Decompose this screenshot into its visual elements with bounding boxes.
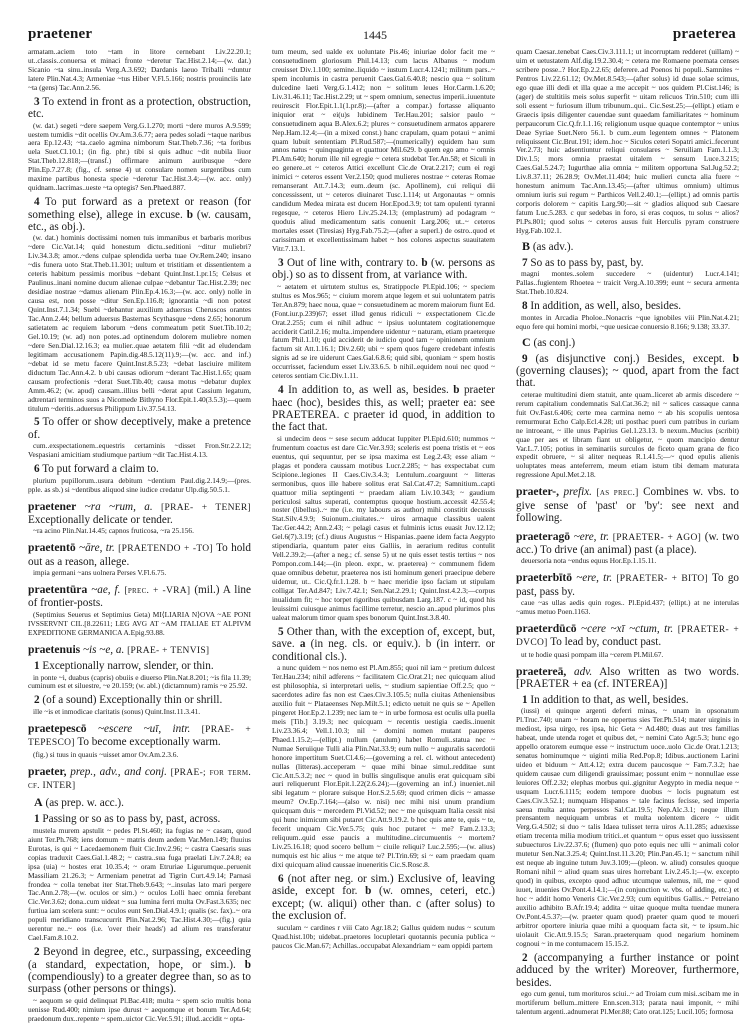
- sense-number: 4: [34, 196, 40, 209]
- citation-block: (w. dat.) segeti ~dere saepem Verg.G.1.270; morti ~dere muros A.9.599; uestem tumidis ~dit ocellis Ov.Am.3.6.77; aera pedes soladi ~taque naribus aera Ep.12.43; ~ta..caelo agmina nimborum Stat.Theb.7.36; ~ta foribus uela Suet.Cl.10.1; (in fig. phr.) tibi si quis adhuc ~dit nubila liuor Stat.Theb.12.818;—(transf.) offirmare animum auribusque ~dere Plin.Ep.7.27.8; (fig., cf. sense 4) ut consulare nomen surgentibus cum maxime partibus honesta specie ~deretur Tac.Hist.3.4;—(w. acc. only) quidnam..lacrimas..ueste ~ta optegis? Sen.Phaed.887.: [28, 120, 251, 193]
- subsense-text: (governing clauses); ~ quod, apart from the fact that.: [516, 365, 739, 390]
- citation-block: (Septimius Seuerus et Septimius Geta) MI⟨LIARIA N⟩OVA ~AE PONI IVSSERVNT CIL.[8.22611; LEG AVG AT ~AM ITALIAE ET ALPIVM EXPEDITIONE GERMANICA A.Epig.93.88.: [28, 609, 251, 637]
- sense-text: (not after neg. or sim.) Exclusive of, leaving aside, except for.: [272, 873, 496, 898]
- dictionary-entry-head: [28, 723, 251, 750]
- column-middle: [272, 48, 495, 948]
- sense-definition: [516, 952, 739, 989]
- citation-block: ceterae multitudini diem statuit, ante quam..liceret ab armis discedere ~ rerum capitalium condemnatis Sal.Cat.36.2; nil ~ salices cassaque canna fuit Ov.Fast.6.406; certe mea carmina nemo ~ ab his scopulis uentosa remurmurat Echo Calp.Ecl.4.28; uti posthac pueri cum patribus in curiam ne introeant, ~ ille unus Papirius Gel.1.23.13. b nexum..Mucius (scribit) quae per aes et libram fiant ut obligetur, ~ quom mancipio dentur Var.L.7.105; potius in seminariis surculos de ficeto quam grana de fico expedit obruere, ~ si aliter nequeas R.1.41.5;—~ quod epulis alienis uoluptates meas anteferrem, meum etiam istum tibi demam maturata regressione Apul.Met.2.18.: [516, 389, 739, 480]
- citation-block: ego cum genui, tum morituros sciui..~ ad Troiam cum misi..scibam me in mortiferum bellum..mittere Enn.scen.313; parata naui imponit, ~ mihi talentum argenti..adnumerat Pl.Mer.88; Cato orat.125; Lucil.105; formosa: [516, 988, 739, 1016]
- sense-number: 1: [34, 813, 40, 826]
- entry-definition: To go past, pass by.: [516, 572, 740, 598]
- section-label: (as conj.): [533, 336, 576, 349]
- subsense-letter: b: [365, 885, 372, 898]
- sense-text: (accompanying a further instance or point adduced by the writer) Moreover, furthermore, besides.: [516, 951, 739, 989]
- dictionary-entry-head: [516, 531, 739, 557]
- citation-block: quam Caesar..tenebat Caes.Civ.3.111.1; ut incorruptam redderet (uillam) ~ uim et uetustatem Alf.dig.19.2.30.4; ~ cetera me Romaene poemata censes scribere posse..? Hor.Ep.2.2.65; deferere..ad Poenos hi populi..Samnites ~ Pentros Liv.22.61.12; Ov.Met.8.543;—(after solus) id duae solae scimus, ego quae illi dedi et illa quae a me accepit ~ uos quidem Pl.Cist.146; is (ager) de stultitiis meis solus superfit ~ uitam relicuos Trin.510; cum illi soli essent ~ furiosum illum tribunum..qui.. Cic.Sest.25;—(ellipt.) etiam e Graecis ipsis diligenter cauendae sunt quaedam familiaritates ~ hominum perpaucorum Cic.Q.fr.1.1.16; religionum usque quaque contemptor ~ unius Deae Syriae Suet.Nero 56.1. b cum..eum legentem omnes ~ Platonem reliquissent Cic.Brut.191; idem..hoc ~ Siculos ceteri Sopatri amici..fecerunt Ver.2.73; huic adsentiuntur reliqui consulares ~ Seruiliam Fam.1.1.3; Div.1.5; mors omnia praestat uitalem ~ sensum Luce.3.215; Caes.Gal.5.24.7; Iugurthae alia omnia ~ militem opportuna Sal.Jug.52.2; Liv.8.37.11; 26.28.9; Ov.Met.11.404; huic mulieri cuncta alia fuere ~ honestum animum Tac.Ann.13.45;—(after ultimus omnium) ultimus omnium iuris sui regum ~ Parthicos Vell.2.40.1;—(ellipt.) ad omnis partis corporis dolorem ~ capitis Larg.90;—sit ~ gladios aliquod sub Caesare fatum Luc.5.283. c qur sedebas in foro, si eras coquos, tu solus ~ alios? Pl.Ps.801; quod solus ~ ceteros ausus fuit Herculis pyram construere Hyg.Fab.102.1.: [516, 47, 739, 236]
- citation-block: caue ~as ullas aedis quin roges.. Pl.Epid.437; (ellipt.) at ne interulas ~amus metuo Poen.1163.: [516, 598, 739, 617]
- citation-block: (w. dat.) hominis doctissimi nomen tuis immanibus et barbaris moribus ~dere Cic.Vat.14; quid honestum dictu..seditioni ~ditur muliebri? Liv.34.3.8; amor..~dens culpae splendida uerba tuae Ov.Rem.240; insano ~dis funera uoto Stat.Theb.11.301; uultum et tristitiam et dissentientem a ceteris habitum pessimis moribus ~debant Quint.Inst.1.pr.15; Celsus et Paulinus..inani nomine ducum alienae culpae ~debantur Tac.Hist.2.39; nec desidiae nostrae ~damus alienam Plin.Ep.4.16.3;—(w. acc. only) nolle in causa est, non posse ~ditur Sen.Ep.116.8; ignorantia ~di non potest Quint.Inst.7.1.34; Suebi ~debantur auxilium aduersus Cheruscos orantes Tac.Ann.2.44; bellum aduersus Basternas Scythasque ~dens 2.65; honorum satietatem ac requiem laborum ~dens commeatum petit Suet.Tib.10.2; Gel.10.19; (w. ad) non potes..ad optinendum dolorem muliebre nomen ~dere Sen.Dial.12.16.3; ea mulier..quae aetatem filii ~dit ad eludendam legitimam accusationem Papin.dig.48.5.12(11).9;—(w. acc. and inf.) ~debat id se metu facere Quint.Inst.8.5.23; ~debat lasciuire militem diductum Tac.Ann.4.2. b ubi causas odiorum ~derant Tac.Hist.1.65; quam causam profectionis ~derat Suet.Tib.40; causa motus ~debatur duplex Amm.46.2; (w. apud) causam..illius belli ~derat aput Cassium legatum, adtrentari terminos suos a Nicomede Bithyno Flor.Epit.1.40(3.5.3);—quem titulum ~deritis..aduersus Philippum Liv.37.54.13.: [28, 233, 251, 413]
- page-number: 1445: [363, 28, 387, 42]
- sense-definition: [28, 96, 251, 121]
- citation-block: ~ra acino Plin.Nat.14.45; capnos fruticosa, ~ra 25.156.: [33, 526, 194, 536]
- subsense-text: (in neg. cls. or equiv.). b (in interr. or conditional cls.).: [272, 638, 496, 663]
- sense-text: Out of line with, contrary to.: [286, 256, 419, 269]
- dictionary-entry-head: [516, 486, 739, 524]
- entry-lemma: praetereā,: [516, 664, 567, 678]
- citation-block: suculam ~ cardines r viii Cato Agr.18.2; Gallus quidem nudus ~ scutum Quad.hist.10b; uidebat..praetores locupletari quotannis pecunia publica ~ paucos Cic.Man.67; Achillas..occupabat Alexandriam ~ eam oppidi partem: [272, 922, 495, 950]
- entry-etymology: [prec. + -VRA]: [124, 586, 191, 597]
- sense-text: In addition to that, as well, besides.: [530, 693, 689, 706]
- citation-block: mustela murem apstulit ~ pedes Pl.St.460; ita fugias ne ~ casam, quod aiunt Ter.Ph.768; iens domum ~ matris deum aedem Var.Men.149; fluuius Eurotas, is qui ~ Lacedaemonem fluit Cic.Inv.2.96; ~ castra Caesaris suas copias traduxit Caes.Gal.1.48.2; ~ castra..sua fuga praelati Liv.7.24.8; ea ipsa (uia) ~ hostes erat 10.35.4; ~ oram Etruriae Ligurumque..peruenit Massiliam 21.26.3; ~ Armeniam penetrat ad Tigrin Curt.4.9.14; Parnasi frondea ~ colla tenebat iter Stat.Theb.9.643; ~..insulas lato mari pergere Tac.Ann.2.78;—(w. oculos or sim.) ~ oculos Lolli haec omnia ferebant Cic.Ver.3.62; dona..cum uideat ~ sua lumina ferri multa Ov.Fast.3.635; nec furtiua iam scelera sunt: ~ oculos eunt Sen.Dial.4.9.1; qualis (sc. fax)..~ ora populi meridiano transcucurrit Plin.Nat.2.96; Tac.Hist.4.30;—(fig.) quia uerentur ne..~ eos (i.e. 'over their heads') ad alium res transferatur Cael.Fam.8.10.2.: [28, 825, 251, 943]
- sense-definition: [272, 873, 495, 923]
- sense-number: 4: [278, 384, 284, 397]
- entry-grammar: ~ra ~rum, a.: [84, 500, 153, 513]
- citation-block: montes in Arcadia Pholoe..Nonacris ~que ignobiles viii Plin.Nat.4.21; equo fere qui homini morbi, ~que uesicae conuersio 8.166; 9.138; 33.37.: [516, 312, 739, 331]
- dictionary-entry-head: [516, 572, 739, 598]
- sense-text: Passing or so as to pass by, past, across.: [42, 813, 221, 826]
- subsense-text: (w. omnes, ceteri, etc.) except; (w. aliqui) other than. c (after solus) to the exclusion of.: [272, 885, 495, 923]
- citation-block: cum..exspectationem..equestris certaminis ~disset Fron.Str.2.2.12; Vespasiani amicitiam studiumque partium ~dit Tac.Hist.4.13.: [28, 441, 251, 460]
- entry-etymology: [PRAETER- + DVCO]: [516, 625, 740, 649]
- sense-number: 5: [34, 416, 40, 429]
- sense-definition: [28, 416, 251, 441]
- section-letter: C: [522, 334, 531, 349]
- section-heading: [522, 240, 739, 254]
- entry-lemma: praeterbītō: [516, 571, 573, 585]
- entry-definition: (mil.) A line of frontier-posts.: [28, 584, 251, 610]
- sense-text: To offer or show deceptively, make a pretence of.: [28, 416, 251, 441]
- sense-text: In addition, as well, also, besides.: [530, 300, 682, 313]
- sense-number: 6: [34, 463, 40, 476]
- entry-grammar: ~āre, tr.: [79, 542, 115, 555]
- citation-block: tum meum, sed ualde ex uoluntate Pis.46; iniuriae dolor facit me ~ consuetudinem gloriosum Phil.14.13; cum lacus Albanus ~ modum creuisset Div.1.100; semine..liquido ~ iustum Lucr.4.1241; militum pars..~ spem incolumis in castra peruenit Caes.Gal.6.40.8; nescio qua ~ solitum dulcedine laeti Verg.G.1.412; non ~ solitum leues Hor.Carm.1.6.20; Liv.31.46.11; Tac.Hist.2.29; ut ~ spem omnium, senectus imperii..iuuentute reuirescit Flor.Epit.1.1(1.pr.8);—(after a compar.) fortasse aliquanto iniquior erat ~ ei(u)s lubidinem Ter.Hau.201; salsior paulo ~ consuetudinem aqua B.Alex.6.2; plures ~ consuetudinem armatos apparere Nep.Ham.12.4;—(in a mixed const.) hanc crapulam, quam potaui ~ animi quam lubuit sententiam Pl.Rud.587;—(numerically) equidem hau sum annos natus ~ quinquaginta et quattuor Mil.629. b quem ego amo ~ omnis Pl.Am.640; horum ille nil egregie ~ cetera studebat Ter.An.58; et Siculi in eo genere..et ~ ceteros Attici excellunt Cic.de Orat.2.217; cum ei regi inimici ~ ceteros essent Ver.2.150; quod mulieres nostrae ~ ceteras Romae remanserant Att.7.14.3; eum..deum (sc. Apollinem), cui reliqui dii concessissent, ut ~ ceteros diuinaret Tusc.1.114; ut Argonautas ~ omnis candidum Medea mirata est ducem Hor.Epod.3.9; tot tam opulenti tyranni regesque, ~ ceteros Hiero Liv.25.24.13; (emplastrum) ad podagram ~ quoduis aliud medicamentum satis conuenit Larg.206; ut..~ ceteros mortales esset (Tiresias) Hyg.Fab.75.2;—(after a superl.) de ostro..quod et carissimam et excellentissimam habet ~ hos colores aspectus suauitatem Vitr.7.13.1.: [272, 47, 495, 253]
- sense-number: 2: [522, 951, 528, 964]
- sense-definition: [28, 694, 251, 706]
- sense-text: So as to pass by, past, by.: [530, 257, 644, 270]
- sense-definition: [272, 626, 495, 663]
- section-letter: A: [34, 795, 43, 810]
- dictionary-entry-head: [28, 584, 251, 610]
- sense-text: Other than, with the exception of, except, but, save.: [272, 625, 495, 651]
- section-letter: B: [522, 239, 531, 254]
- citation-block: armatam..aciem toto ~tam in litore cernebant Liv.22.20.1; ut..classis..conuersa et minaci fronte ~deretur Tac.Hist.2.14;—(w. dat.) Sicanio ~ta sinu..insula Verg.A.3.692; Dardanis laeuo Triballi ~duntur latere Plin.Nat.4.3; Armeniae ~tus Hiber V.Fl.5.166; nostris prouinciis late ~ta (gens) Tac.Ann.2.56.: [28, 47, 251, 92]
- section-label: (as adv.).: [532, 241, 574, 254]
- sense-number: 1: [34, 660, 40, 673]
- sense-definition: [28, 813, 251, 825]
- sense-text: To put forward a claim to.: [42, 463, 159, 476]
- sense-number: 7: [522, 257, 528, 270]
- citation-block: ille ~is et inmodicae claritatis (sonus) Quint.Inst.11.3.41.: [33, 706, 201, 716]
- sense-definition: [516, 300, 739, 312]
- citation-block: in ponte ~i, duabus (capris) obuiis e diuerso Plin.Nat.8.201; ~is fila 11.39; cuminum est et siluestre, ~e 20.159; (w. abl.) (dictamnum) ramis ~e 25.92.: [28, 672, 251, 691]
- dictionary-entry-head: [28, 501, 251, 527]
- sense-number: 1: [522, 693, 528, 706]
- citation-block: impia germani ~ans uolnera Perses V.Fl.6.75.: [33, 568, 167, 578]
- entry-grammar: ~ere, tr.: [576, 572, 613, 585]
- subsense-letter: b: [186, 208, 193, 221]
- entry-grammar: ~escere ~uī, intr.: [98, 722, 191, 735]
- entry-lemma: praeter-,: [516, 485, 560, 499]
- entry-lemma: praeterdūcō: [516, 622, 577, 636]
- entry-etymology: [PRAETER- + AGO]: [612, 532, 702, 543]
- sense-definition: [516, 353, 739, 390]
- entry-grammar: adv.: [574, 665, 593, 678]
- sense-number: 8: [522, 300, 528, 313]
- citation-block: a nunc quidem ~ nos nemo est Pl.Am.855; quoi nil iam ~ pretium dulcest Ter.Hau.234; nihil adferens ~ facilitatem Cic.Orat.21; nec quicquam aliud est philosophia, si interpretari uelis, ~ studium sapientiae Off.2.5; quo ~ sacerdotes adire fas non est Caes.Civ.3.105.5; nulla ciuitas Atheniensibus auxilio fuit ~ Plataeenses Nep.Milt.5.1; edicto uetuit ne quis se ~ Apellen pingeret Hor.Ep.2.1.239; nec iam te ~ in urbe formosa est oculis ulla puella meis [Tib.] 3.19.3; nec quicquam ~ recentis uestigia caedis..inuenit Liv.23.36.4; Vell.1.10.3; nil ~ domini nomen mutant pauperes Phaed.1.15.2;—(ellipt.) nullum (anulum) habet Romuli..statua nec ~ Numae Seruiique Tulli alia Plin.Nat.33.9; eum nullo ~ auguralis sacerdotii honore impertitum Suet.Cl.4.6;—(governing a rel. cl. without antecedent) nullas (litteras)..acceperam ~ quae mihi binae simul..redditae sunt Cic.Att.5.3.2; nec ~ quod in bullis singulisque anulis erat quicquam sibi auri reliquerunt Flor.Epit.1.22(2.6.24);—(governing an inf.) inueniet..nil sibi legatum ~ plorare suisque Hor.S.2.5.69; quod crimen dicis ~ amasse meum? Ov.Ep.7.164;—(also w. nisi) nec mihi nisi unum prandium quicquam duis ~ mercedem Pl.Vid.52; nec ~ me quisquam Italia cessit nisi qui hunc inimicum sibi putaret Cic.Att.9.19.2. b hoc quis ante te, quis ~ te, fecerit unquam Cic.Ver.5.75; quis hoc putaret ~ me? Fam.2.13.3; reliquum..quid esse paucis a multitudine..circumuentis ~ mortem? Liv.25.16.18; quod socero bellum ~ ciuile reliqui? Luc.2.595;—(w. alius) numquis est hic alius ~ me atque te? Pl.Trin.69; si ~ eam praedam quam dixi quicquam aliud caussae inueneritis Cic.S.Rosc.8.: [272, 663, 495, 870]
- entry-grammar: prefix.: [563, 486, 592, 499]
- entry-etymology: [PRAETER- + BITO]: [616, 574, 709, 585]
- citation-block: (fig.) si tuus in quauis ~uisset amor Ov.Am.2.3.6.: [33, 749, 179, 759]
- sense-definition: [28, 660, 251, 672]
- entry-etymology: [PRAE-; for term. cf. INTER]: [28, 767, 252, 791]
- sense-definition: [28, 463, 251, 475]
- subsense-text: (compendiously) to a greater degree than, so as to surpass (other persons or things).: [28, 970, 251, 996]
- sense-number: 2: [34, 694, 40, 707]
- subsense-letter: b: [244, 958, 252, 971]
- entry-grammar: ~ere, tr.: [573, 530, 610, 543]
- sense-number: 2: [34, 946, 40, 959]
- entry-lemma: praetener: [28, 499, 77, 513]
- subsense-text: (w. persons as obj.) so as to dissent from, at variance with.: [272, 256, 496, 282]
- sense-number: 9: [522, 352, 528, 365]
- section-heading: [34, 796, 251, 810]
- sense-number: 6: [278, 873, 284, 885]
- citation-block: plurium pupillorum..usura debitum ~dentium Paul.dig.2.14.9;—(pres. pple. as sb.) si ~dentibus aliquod sine iudice credatur Ulp.dig.50.5.1.: [28, 475, 251, 494]
- sense-definition: [516, 257, 739, 269]
- entry-grammar: ~ae, f.: [91, 584, 121, 597]
- entry-definition: To hold out as a reason, allege.: [28, 542, 252, 568]
- entry-etymology: [PRAE- + TENER]: [161, 502, 251, 513]
- citation-block: ~ aetatem et uirtutem stultus es, Stratippocle Pl.Epid.106; ~ speciem stultus es Mos.965; ~ ciuium morem atque legem et sui uoluntatem patris Ter.An.879; haec noua, quae ~ consuetudinem ac morem maiorum fiunt Ed.(Font.iur.p.239)67; esset illud genus ridiculi ~ exspectationem Cic.de Orat.2.255; cum ei nihil adhuc ~ ipsius uoluntatem cogitationemque acciderit Catil.2.16; multa..impendere uidentur ~ naturam, etiam praeterque fatum Phil.1.10; quid acciderit de iudicio quod tam ~ opinionem omnium factum sit Att.1.16.1; Div.2.60; ubi ~ spem quos fugere credebant infestis signis ad se ire uiderunt Caes.Gal.6.8.6; quid sibi, quoniam ~ spem hostis occurrisset, faciendum esset Liv.33.6.5. b nihil..equidem noui nec quod ~ ceteros sentiam Cic.Div.1.11.: [272, 281, 495, 381]
- dictionary-entry-head: [28, 766, 251, 793]
- column-right: [516, 47, 740, 1016]
- dictionary-entry-head: [28, 542, 251, 568]
- citation-block: magni montes..solem succedere ~ (uidentur) Lucr.4.141; Pallas..fugientem Rhoetea ~ traicit Verg.A.10.399; eunt ~ secura armenta Stat.Theb.10.824.: [516, 269, 739, 297]
- sense-text: Exceptionally narrow, slender, or thin.: [42, 660, 214, 673]
- entry-definition: Also written as two words. [PRAETER + ea (cf. INTEREA)]: [516, 665, 739, 691]
- sense-text: (as disjunctive conj.) Besides, except.: [535, 352, 725, 365]
- entry-grammar: ~is ~e, a.: [82, 643, 125, 656]
- sense-text: To extend in front as a protection, obstruction, etc.: [28, 95, 251, 121]
- entry-definition: To lead by, conduct past.: [550, 636, 662, 649]
- entry-lemma: praetepescō: [28, 721, 87, 735]
- citation-block: deuersoria nota ~endus equus Hor.Ep.1.15.11.: [521, 556, 657, 566]
- page-header: [14, 26, 736, 44]
- entry-grammar: prep., adv., and conj.: [70, 765, 167, 778]
- entry-lemma: praeteragō: [516, 529, 571, 543]
- subsense-text: praeter haec (hoc), besides this, as well; praeter ea: see PRAETEREA. c praeter id quod, in addition to the fact that.: [272, 384, 495, 434]
- entry-lemma: praetentūra: [28, 583, 88, 597]
- citation-block: ut te hodie quasi pompam illa ~cerem Pl.Mil.67.: [521, 649, 664, 659]
- sense-number: 5: [278, 625, 284, 638]
- guide-word-right: praeterea: [672, 26, 736, 42]
- entry-definition: Combines w. vbs. to give sense of 'past' or 'by': see next and following.: [516, 486, 739, 525]
- sense-text: (of a sound) Exceptionally thin or shrill.: [42, 694, 223, 707]
- subsense-letter: b: [421, 256, 428, 269]
- sense-definition: [516, 694, 739, 706]
- entry-lemma: praeter,: [28, 764, 67, 778]
- section-label: (as prep. w. acc.).: [45, 797, 124, 810]
- entry-definition: (w. two acc.) To drive (an animal) past (a place).: [516, 530, 740, 556]
- sense-number: 3: [34, 95, 40, 108]
- citation-block: (iussi) ei quinque argenti deferri minas, ~ unam in opsonatum Pl.Truc.740; unam ~ horam ne oppertus sies Ter.Ph.514; mater uirginis in mediost, ipsa uirgo, res ipsa, hic Geta ~ Ad.480; duas aut tres familias habeat, unde utenda roget et quibus det, ~ nemini Cato Agr.5.3; hunc ego appello oratorem eumque esse ~ instructum uoce..uolo Cic.de Orat.1.213; senatus hominumque ~ uiginti milia Red.Pop.8; Idibus..auctionem Larini uideo et biduum ~ Att.4.12; extra ducem paucosque ~ Fam.7.3.2; hae quidem causae cum diligendi grauissimae; possunt enim ~ nonnullae esse leuiores Off.2.32; elephas morbus qui..gignitur Aegypto in media neque ~ usquam Lucr.6.1115; eodem tempore duobus ~ locis pugnatum est Caes.Civ.3.52.1; numquam Hispanos ~ tale facinus fecisse, sed imperia saeua multa antea perpessos Sal.Cat.19.5; Nep.Alc.3.1; neque illum prensantem nequiquam umbras et multa uolentem dicere ~ uidit Verg.G.4.502; si duo ~ talis Idaea tulisset terra uiros A.11.285; aduexisse etiam trecenta milia modium tritici..et quantum ~ opus esset quo iussissent subuecturos Liv.22.37.6; (flumen) quo poto equis nec ulli ~ animali color mutetur Sen.Nat.3.25.4; Quint.Inst.11.3.20; Plin.Pan.45.1; ~ sanctum nihil est neque ab inguine tutum Juv.3.109;—(pleon. w. aliud) consules quoque Romani nihil ~ aliud quam suas uires horrebant Liv.2.45.1;—(w. excepto quod) in quibus, excepto quod adhuc utcumque ualemus, nil, me ~ quod iuuet, inuenies Ov.Pont.4.14.1;—(in conjunction w. vbs. of adding, etc.) et hoc ~ addit homo Veneris Cic.Ver.2.93; cum equitibus Gallis..~ Petreiano auxilio adhibito B.Afr.19.4; addita ~ uitae quoque multa tuendae munera Ov.Pont.4.5.37;—(w. praeter quam quod) praeter quam quod te moueri arbitror oportere iniuria quae mihi a quoquam facta sit, ~ te ipsum..hic uiolauit Cic.Att.9.15.5; Saran..praeterquam quod negarium hominem cognoui ~ in me contumacem 15.15.2.: [516, 706, 739, 948]
- entry-lemma: praetentō: [28, 541, 76, 555]
- sense-definition: [28, 196, 251, 233]
- citation-block: si undecim deos ~ sese secum adducat Iuppiter Pl.Epid.610; nummos ~ frumentum coactus est dare Cic.Ver.3.93; sceleris est poena tristis et ~ eos euentus, qui sequuntur, per se ipsa maxima est Leg.2.43; esse aliam ~ plagas et pondera caussam motibus Lucr.2.285; ~ has exspectabat cum Scipione..legiones II Caes.Civ.3.4.3; Lentulum..coarguunt ~ litteras sermonibus, quos ille habere solitus erat Sal.Cat.47.2; Samnitium..capti quattuor milia septingenti ~ praedam aliam Liv.10.343; ~ gaudium periculosi saltus superati, contemptus quoque hostium..accessit 42.55.4; noster (libellus)..~ me (i.e. my labours as author) mihi constitit decussis Stat.Silv.4.9.9; Suionum..ciuitates..~ uiros armaque classibus ualent Tac.Ger.44.2; Ann.2.43; ~ pelagi casus et fulminis ictus euasit Juv.12.12; Gel.6(7).3.19; (cf.) diuus Augustus ~ Hispanias..paene idem facta Aegypto stipendiaria, quantum pater eius Galliis, in aerarium reditus contulit Vell.2.39.2;—(after a neg.; cf. sense 5) ut ne quis esset testis tertius ~ nos Pompon.com.144;—(in pleon. expr., w. praeterea) ~ communem fidem quae omnibus debetur, praeterea nos isti hominum generi praecipue debere uidemur, ut.. Cic.Q.fr.1.1.28. b ~ haec meridie ipso faciam ut stipulam colligat Ter.Ad.847; Liv.7.42.1; Sen.Nat.2.29.1; Quint.Inst.4.2.3;—corpus inualidum fit; ~ hoc torpet rigoribus quibusdam Larg.187. c ~ id, quod his leuissimi cuiusque animus facillime terretur, nescio an..apud plurimos plus ualeat malorum timor quam spes bonorum Quint.Inst.3.8.40.: [272, 433, 495, 622]
- entry-lemma: praetenuis: [28, 642, 81, 656]
- sense-text: To put forward as a pretext or reason (for something else), allege in excuse.: [28, 196, 251, 221]
- entry-etymology: [PRAE- + TENVIS]: [127, 645, 210, 656]
- dictionary-columns: [28, 47, 740, 1023]
- section-heading: [522, 336, 739, 350]
- entry-etymology: [PRAETENDO + -TO]: [118, 544, 213, 555]
- subsense-letter: a: [299, 638, 306, 651]
- entry-etymology: [PRAE- + TEPESCO]: [28, 724, 252, 749]
- entry-etymology: [as prec.]: [596, 488, 639, 499]
- entry-definition: Exceptionally delicate or tender.: [28, 513, 173, 526]
- sense-text: In addition to, as well as, besides.: [288, 384, 449, 397]
- column-left: [28, 47, 252, 1023]
- entry-grammar: ~cere ~xī ~ctum, tr.: [581, 623, 674, 636]
- subsense-letter: b: [732, 352, 740, 365]
- citation-block: ~ aequom se quid delinquat Pl.Bac.418; multa ~ spem scio multis bona uenisse Rud.400; nimium ipse durust ~ aequomque et bonum Ter.Ad.64; praedonum dux..repente ~ spem..uictor Cic.Ver.5.91; illud..accidit ~ opta-: [28, 995, 251, 1023]
- sense-definition: [28, 946, 251, 996]
- sense-definition: [272, 257, 495, 282]
- dictionary-entry-head: [516, 666, 739, 691]
- entry-definition: To become exceptionally warm.: [77, 736, 221, 749]
- sense-number: 3: [278, 256, 284, 269]
- subsense-letter: b: [453, 384, 460, 397]
- dictionary-entry-head: [516, 623, 739, 650]
- guide-word-left: praetener: [28, 26, 93, 42]
- sense-text: Beyond in degree, etc., surpassing, exceeding (a standard, expectation, hope, or sim.).: [28, 946, 251, 971]
- dictionary-entry-head: [28, 644, 251, 657]
- subsense-text: (w. causam, etc., as obj.).: [28, 208, 252, 234]
- sense-definition: [272, 384, 495, 434]
